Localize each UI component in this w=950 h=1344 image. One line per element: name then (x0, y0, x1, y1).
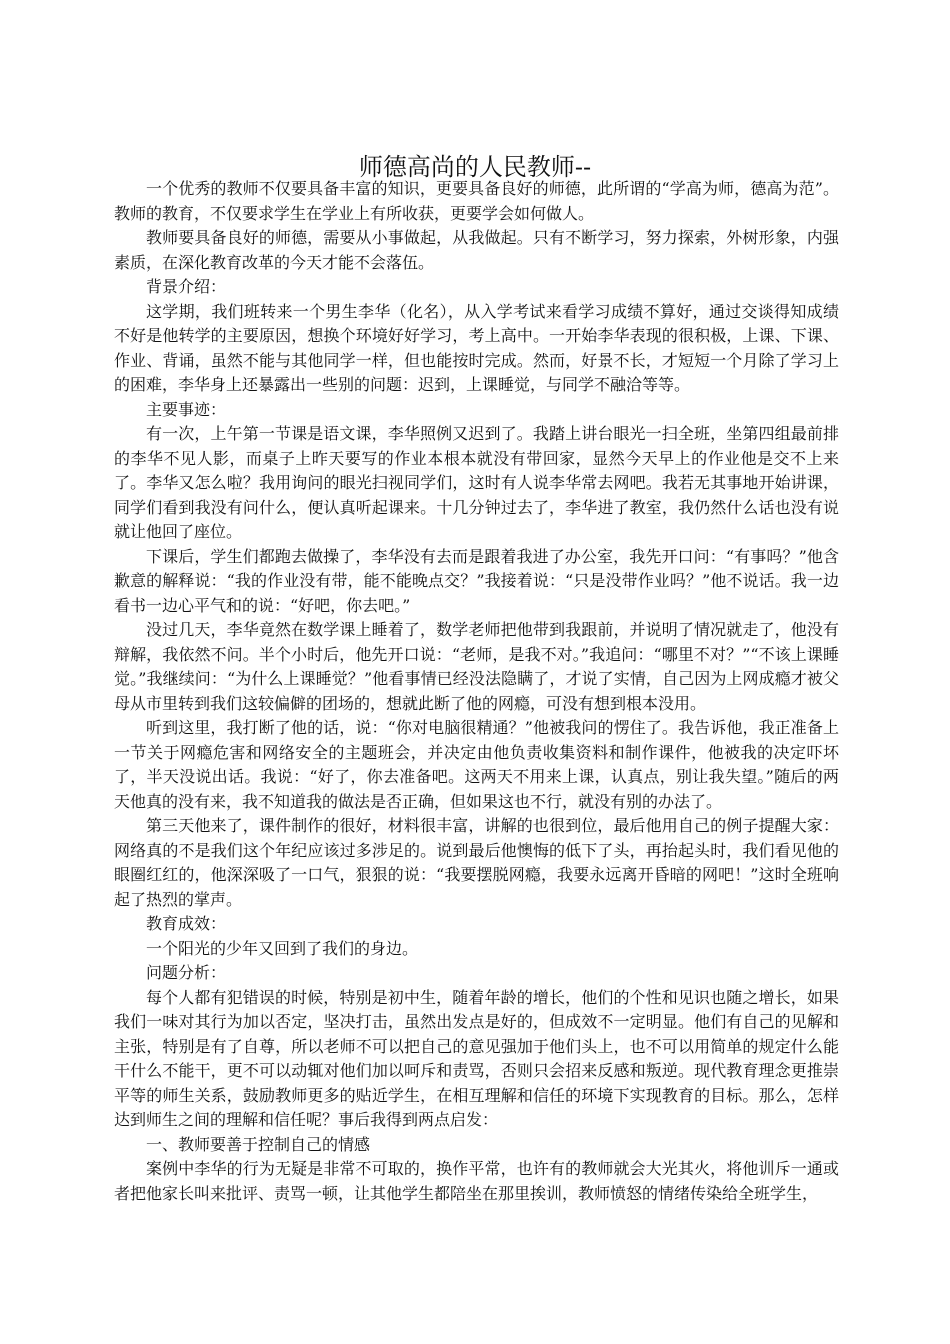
document-title: 师德高尚的人民教师-- (358, 153, 592, 182)
paragraph-intro-1: 一个优秀的教师不仅要具备丰富的知识，更要具备良好的师德，此所谓的“学高为师，德高为范”。教师的教育，不仅要求学生在学业上有所收获，更要学会如何做人。 (114, 179, 839, 223)
paragraph-case-analysis: 案例中李华的行为无疑是非常不可取的，换作平常，也许有的教师就会大光其火，将他训斥一通或者把他家长叫来批评、责骂一顿，让其他学生都陪坐在那里挨训，教师愤怒的情绪传染给全班学生， (114, 1159, 839, 1203)
paragraph-event-presentation: 第三天他来了，课件制作的很好，材料很丰富，讲解的也很到位，最后他用自己的例子提醒大家：网络真的不是我们这个年纪应该过多涉足的。说到最后他懊悔的低下了头，再抬起头时，我们看见他的眼圈红红的，他深深吸了一口气，狠狠的说：“我要摆脱网瘾，我要永远离开昏暗的网吧！”这时全班响起了热烈的掌声。 (114, 816, 839, 909)
subheading-emotion-control: 一、教师要善于控制自己的情感 (146, 1134, 371, 1154)
paragraph-event-late: 有一次，上午第一节课是语文课，李华照例又迟到了。我踏上讲台眼光一扫全班，坐第四组最前排的李华不见人影，而桌子上昨天要写的作业本根本就没有带回家，显然今天早上的作业他是交不上来了。李华又怎么啦？我用询问的眼光扫视同学们，这时有人说李华常去网吧。我若无其事地开始讲课，同学们看到我没有问什么，便认真听起课来。十几分钟过去了，李华进了教室，我仍然什么话也没有说就让他回了座位。 (114, 424, 839, 541)
document-body (114, 177, 839, 1206)
paragraph-event-sleeping: 没过几天，李华竟然在数学课上睡着了，数学老师把他带到我跟前，并说明了情况就走了，他没有辩解，我依然不问。半个小时后，他先开口说：“老师，是我不对。”我追问：“哪里不对？”“不该上课睡觉。”我继续问：“为什么上课睡觉？”他看事情已经没法隐瞒了，才说了实情，自己因为上网成瘾才被父母从市里转到我们这较偏僻的团场的，想就此断了他的网瘾，可没有想到根本没用。 (114, 620, 839, 713)
paragraph-event-office: 下课后，学生们都跑去做操了，李华没有去而是跟着我进了办公室，我先开口问：“有事吗？”他含歉意的解释说：“我的作业没有带，能不能晚点交？”我接着说：“只是没带作业吗？”他不说话。我一边看书一边心平气和的说：“好吧，你去吧。” (114, 546, 839, 615)
paragraph-intro-2: 教师要具备良好的师德，需要从小事做起，从我做起。只有不断学习，努力探索，外树形象，内强素质，在深化教育改革的今天才能不会落伍。 (114, 228, 839, 272)
section-heading-main-events: 主要事迹： (146, 399, 227, 419)
section-heading-background: 背景介绍： (146, 277, 227, 296)
paragraph-analysis: 每个人都有犯错误的时候，特别是初中生，随着年龄的增长，他们的个性和见识也随之增长，如果我们一味对其行为加以否定，坚决打击，虽然出发点是好的，但成效不一定明显。他们有自己的见解和主张，特别是有了自尊，所以老师不可以把自己的意见强加于他们头上，也不可以用简单的规定什么能干什么不能干，更不可以动辄对他们加以呵斥和责骂，否则只会招来反感和叛逆。现代教育理念更推崇平等的师生关系，鼓励教师更多的贴近学生，在相互理解和信任的环境下实现教育的目标。那么，怎样达到师生之间的理解和信任呢？事后我得到两点启发： (114, 987, 839, 1129)
section-heading-results: 教育成效： (146, 914, 227, 933)
paragraph-background: 这学期，我们班转来一个男生李华（化名），从入学考试来看学习成绩不算好，通过交谈得知成绩不好是他转学的主要原因，想换个环境好好学习，考上高中。一开始李华表现的很积极，上课、下课、作业、背诵，虽然不能与其他同学一样，但也能按时完成。然而，好景不长，才短短一个月除了学习上的困难，李华身上还暴露出一些别的问题：迟到，上课睡觉，与同学不融洽等等。 (114, 301, 839, 394)
section-heading-analysis: 问题分析： (146, 963, 227, 982)
paragraph-event-assignment: 听到这里，我打断了他的话，说：“你对电脑很精通？”他被我问的愣住了。我告诉他，我正准备上一节关于网瘾危害和网络安全的主题班会，并决定由他负责收集资料和制作课件，他被我的决定吓坏了，半天没说出话。我说：“好了，你去准备吧。这两天不用来上课，认真点，别让我失望。”随后的两天他真的没有来，我不知道我的做法是否正确，但如果这也不行，就没有别的办法了。 (114, 718, 839, 811)
paragraph-results: 一个阳光的少年又回到了我们的身边。 (146, 938, 419, 958)
